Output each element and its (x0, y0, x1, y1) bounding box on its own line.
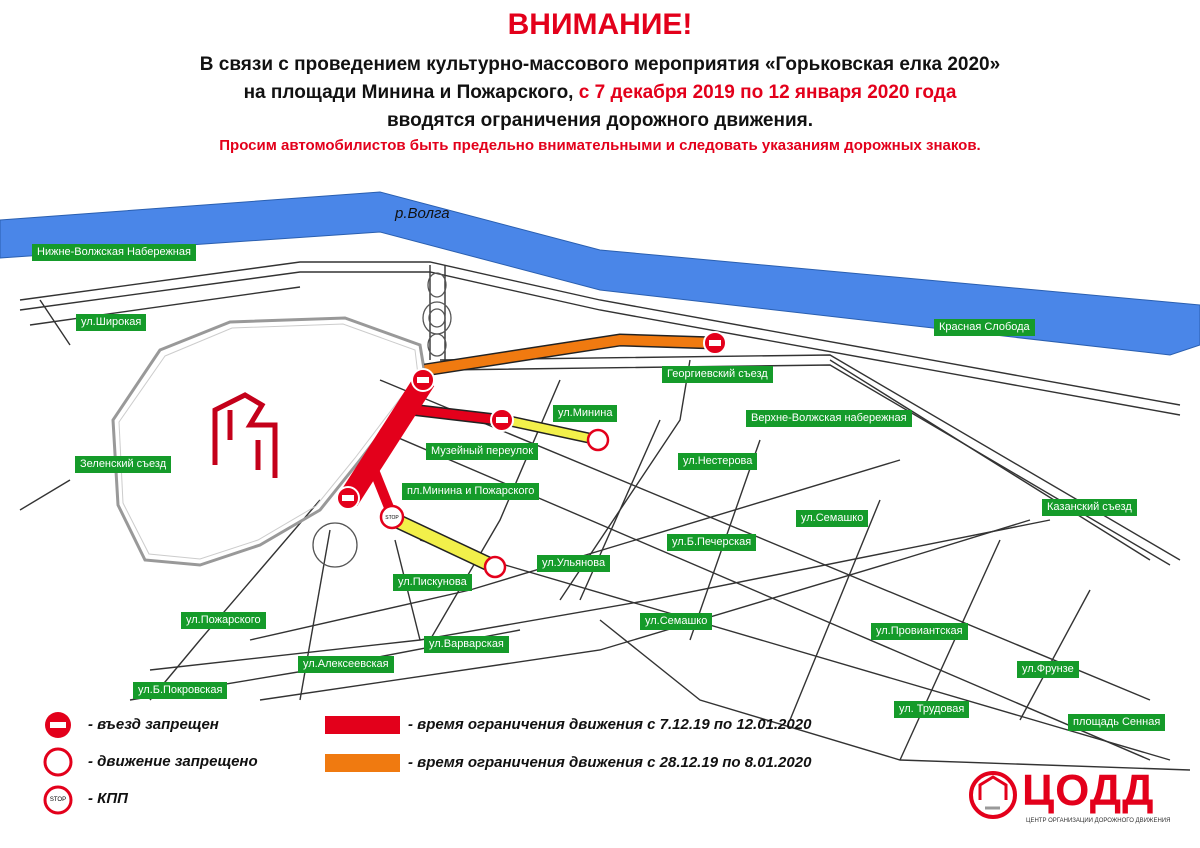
street-label: Верхне-Волжская набережная (746, 410, 912, 427)
street-label: ул.Фрунзе (1017, 661, 1079, 678)
no-entry-sign-georgievsky (704, 332, 726, 354)
page-title: ВНИМАНИЕ! (507, 8, 693, 41)
notice-line-1: В связи с проведением культурно-массового мероприятия «Горьковская елка 2020» (199, 54, 1001, 75)
street-label: Красная Слобода (934, 319, 1035, 336)
legend-orange-text: - время ограничения движения с 28.12.19 по 8.01.2020 (408, 754, 812, 771)
no-traffic-sign-minina (588, 430, 608, 450)
street-label: ул.Семашко (796, 510, 868, 527)
red-segment-main (348, 380, 425, 500)
legend-no-entry-icon (45, 712, 71, 738)
no-entry-sign-bottom (337, 487, 359, 509)
no-entry-sign-top (412, 369, 434, 391)
notice-dates: с 7 декабря 2019 по 12 января 2020 года (573, 82, 957, 103)
checkpoint-stop-text: STOP (385, 515, 399, 521)
street-label: ул.Пискунова (393, 574, 472, 591)
notice-line-3: вводятся ограничения дорожного движения. (386, 110, 814, 131)
legend-no-traffic-icon (45, 749, 71, 775)
legend-checkpoint-text: - КПП (88, 790, 128, 807)
street-label: ул.Нестерова (678, 453, 757, 470)
notice-location: на площади Минина и Пожарского, (243, 82, 574, 103)
river-name: р.Волга (395, 205, 450, 222)
legend-no-entry-text: - въезд запрещен (88, 716, 219, 733)
street-label: ул.Пожарского (181, 612, 266, 629)
street-label: ул.Семашко (640, 613, 712, 630)
street-label: ул.Б.Покровская (133, 682, 227, 699)
street-label: ул.Варварская (424, 636, 509, 653)
street-label: ул.Широкая (76, 314, 146, 331)
legend-red-text: - время ограничения движения с 7.12.19 по 12.01.2020 (408, 716, 812, 733)
kremlin-emblem (215, 395, 275, 478)
codd-logo-subtitle: ЦЕНТР ОРГАНИЗАЦИИ ДОРОЖНОГО ДВИЖЕНИЯ (1026, 818, 1171, 824)
codd-logo-name: ЦОДД (1022, 766, 1155, 815)
street-label: ул.Провиантская (871, 623, 968, 640)
legend-orange-bar (325, 754, 400, 772)
street-label: Зеленский съезд (75, 456, 171, 473)
street-label: ул. Трудовая (894, 701, 969, 718)
street-label: Георгиевский съезд (662, 366, 773, 383)
legend-no-traffic-text: - движение запрещено (88, 753, 258, 770)
street-label: ул.Ульянова (537, 555, 610, 572)
legend-stop-text: STOP (49, 797, 67, 803)
street-label: Музейный переулок (426, 443, 538, 460)
street-label: ул.Минина (553, 405, 617, 422)
no-entry-sign-museum (491, 409, 513, 431)
street-label: пл.Минина и Пожарского (402, 483, 539, 500)
street-label: ул.Б.Печерская (667, 534, 756, 551)
checkpoint-stop-sign (381, 506, 403, 528)
no-traffic-sign-piskunova (485, 557, 505, 577)
street-label: Казанский съезд (1042, 499, 1137, 516)
street-label: площадь Сенная (1068, 714, 1165, 731)
codd-logo-icon (971, 773, 1015, 817)
notice-warning: Просим автомобилистов быть предельно внимательными и следовать указаниям дорожных знаков. (219, 137, 981, 154)
legend-red-bar (325, 716, 400, 734)
street-label: Нижне-Волжская Набережная (32, 244, 196, 261)
street-label: ул.Алексеевская (298, 656, 394, 673)
legend-checkpoint-icon (45, 787, 71, 813)
